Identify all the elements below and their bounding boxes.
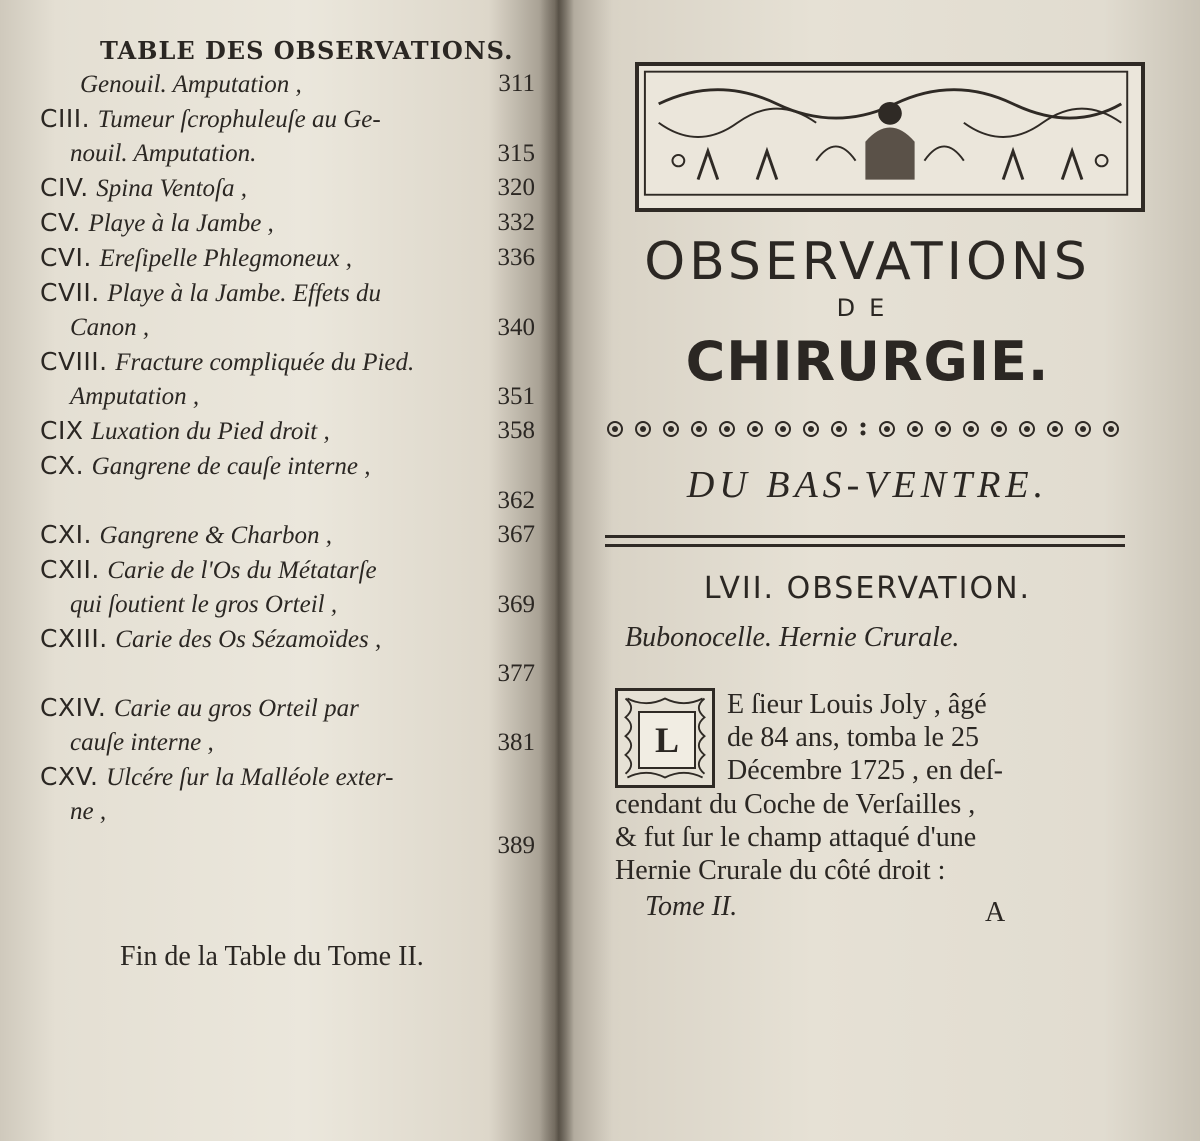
toc-entry-number: CXII.: [40, 555, 100, 584]
toc-entry-title: Tumeur ſcrophuleuſe au Ge-: [97, 106, 381, 133]
table-of-observations: [40, 67, 535, 863]
toc-entry-page: 358: [497, 417, 535, 444]
toc-entry-number: CVIII.: [40, 347, 108, 376]
toc-entry-number: CVI.: [40, 243, 92, 272]
double-rule: [605, 535, 1125, 547]
toc-entry-title: Playe à la Jambe ,: [88, 210, 274, 237]
toc-entry: [40, 276, 535, 345]
observation-body: [615, 688, 1140, 887]
body-line: cendant du Coche de Verſailles ,: [615, 789, 976, 820]
title-observations: OBSERVATIONS: [644, 232, 1091, 292]
right-page: [555, 0, 1200, 1141]
dropcap-ornament-icon: [615, 688, 715, 788]
toc-entry-page: 367: [497, 521, 535, 548]
toc-entry-continuation: cauſe interne ,: [70, 729, 214, 756]
toc-entry-page: 369: [497, 591, 535, 618]
toc-entry: [40, 518, 535, 553]
toc-entry-continuation: nouil. Amputation.: [70, 140, 257, 167]
toc-entry-title: Carie des Os Sézamoïdes ,: [115, 626, 382, 653]
toc-entry-title: Gangrene de cauſe interne ,: [91, 453, 371, 480]
toc-entry-continuation: qui ſoutient le gros Orteil ,: [70, 591, 338, 618]
toc-entry: [40, 553, 535, 622]
body-line: de 84 ans, tomba le 25: [727, 722, 979, 753]
toc-entry-page: 340: [497, 314, 535, 341]
observation-title: LVII. OBSERVATION.: [703, 571, 1032, 606]
left-page: [0, 0, 555, 1141]
title-de: DE: [836, 294, 899, 322]
toc-entry: [40, 102, 535, 171]
toc-entry-title: Playe à la Jambe. Effets du: [107, 280, 381, 307]
toc-entry-page: 351: [497, 383, 535, 410]
tome-label: Tome II.: [645, 891, 738, 922]
body-line: Décembre 1725 , en deſ-: [727, 755, 1003, 786]
headpiece-ornament-icon: [635, 62, 1145, 212]
toc-entry: [40, 206, 535, 241]
toc-entry-title: Gangrene & Charbon ,: [99, 522, 332, 549]
toc-entry-page: 311: [498, 70, 535, 97]
toc-entry-number: CVII.: [40, 278, 100, 307]
toc-entry-number: CV.: [40, 208, 81, 237]
toc-entry-continuation: Canon ,: [70, 314, 150, 341]
end-of-table-note: Fin de la Table du Tome II.: [120, 941, 424, 972]
toc-entry-title: Genouil. Amputation ,: [80, 71, 302, 98]
toc-entry-number: CXI.: [40, 520, 92, 549]
toc-entry-page: 389: [497, 832, 535, 859]
toc-entry-page: 315: [497, 140, 535, 167]
toc-entry-number: CIV.: [40, 173, 89, 202]
signature-mark: A: [985, 897, 1006, 928]
toc-entry: [40, 171, 535, 206]
toc-entry-number: CXV.: [40, 762, 99, 791]
toc-entry: [40, 449, 535, 518]
toc-entry-title: Carie au gros Orteil par: [113, 695, 359, 722]
section-title: DU BAS-VENTRE.: [686, 464, 1049, 506]
toc-entry-continuation: Amputation ,: [70, 383, 200, 410]
toc-entry: [40, 414, 535, 449]
toc-entry-title: Spina Ventoſa ,: [96, 175, 247, 202]
toc-entry-page: 320: [497, 174, 535, 201]
flower-rule-ornament-icon: [603, 417, 1140, 441]
toc-entry-page: 336: [497, 244, 535, 271]
toc-entry-page: 362: [497, 487, 535, 514]
toc-entry-number: CXIV.: [40, 693, 107, 722]
toc-entry: [40, 691, 535, 760]
toc-entry-number: CIII.: [40, 104, 91, 133]
body-line: Hernie Crurale du côté droit :: [615, 855, 946, 886]
body-line: & fut ſur le champ attaqué d'une: [615, 822, 977, 853]
toc-entry-page: 332: [497, 209, 535, 236]
body-line: E ſieur Louis Joly , âgé: [727, 689, 987, 720]
toc-entry-title: Ereſipelle Phlegmoneux ,: [99, 245, 352, 272]
title-chirurgie: CHIRURGIE.: [685, 330, 1050, 393]
table-heading: TABLE DES OBSERVATIONS.: [100, 36, 514, 65]
observation-subtitle: Bubonocelle. Hernie Crurale.: [625, 622, 960, 653]
toc-entry-number: CIX: [40, 416, 84, 445]
toc-entry: [40, 345, 535, 414]
toc-entry-page: 377: [497, 660, 535, 687]
toc-entry-continuation: ne ,: [70, 798, 107, 825]
toc-entry-number: CX.: [40, 451, 85, 480]
toc-entry: [40, 760, 535, 863]
toc-entry: [40, 241, 535, 276]
toc-entry-number: CXIII.: [40, 624, 108, 653]
toc-entry: [40, 622, 535, 691]
toc-entry-title: Ulcére ſur la Malléole exter-: [106, 764, 394, 791]
dropcap-letter: L: [638, 711, 696, 769]
toc-entry-title: Luxation du Pied droit ,: [91, 418, 330, 445]
page-footer: [645, 891, 1140, 931]
toc-entry: [40, 67, 535, 102]
toc-entry-title: Fracture compliquée du Pied.: [115, 349, 415, 376]
toc-entry-title: Carie de l'Os du Métatarſe: [107, 557, 377, 584]
toc-entry-page: 381: [497, 729, 535, 756]
